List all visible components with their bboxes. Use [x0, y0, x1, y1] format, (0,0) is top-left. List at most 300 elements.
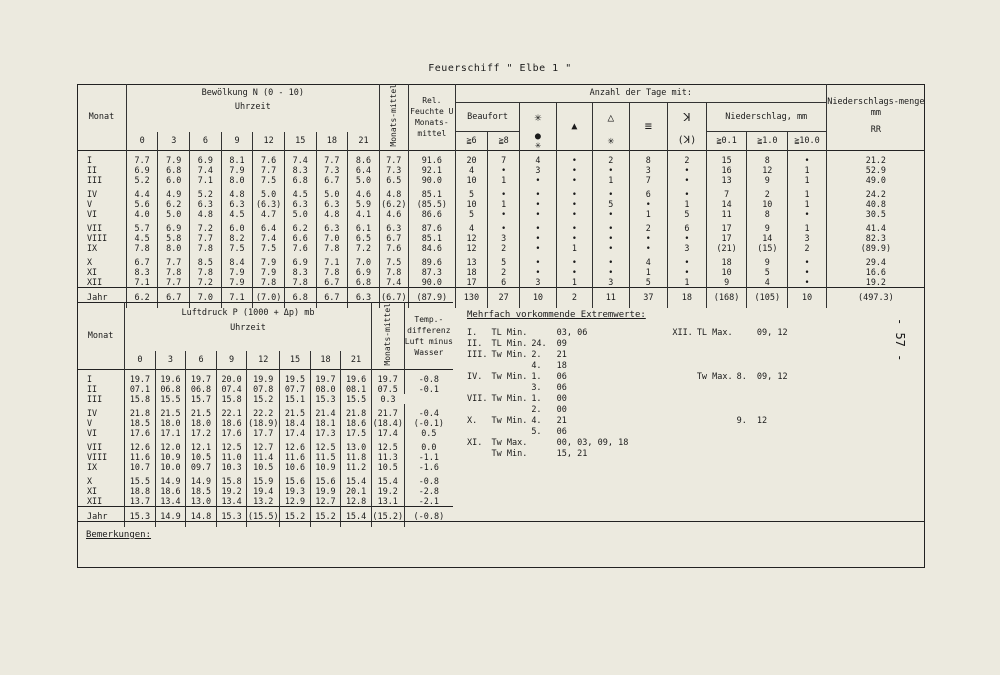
- header-niederschlagsmenge: Niederschlags-menge mm RR: [826, 84, 925, 150]
- cell-value: 9: [706, 277, 747, 288]
- hour-0: 0: [126, 132, 158, 151]
- cell-value: 3: [520, 277, 556, 288]
- cell-value: 15.8: [216, 472, 247, 486]
- cell-value: 19.2: [216, 486, 247, 496]
- cell-value: 49.0: [826, 175, 925, 185]
- cell-value: 4: [747, 277, 788, 288]
- cell-value: 12: [747, 165, 788, 175]
- cell-value: 5.0: [158, 209, 190, 219]
- extreme-cell: 4.: [531, 416, 542, 426]
- cell-value: 5.0: [348, 175, 380, 185]
- cell-value: 8.3: [284, 267, 316, 277]
- cell-value: 19.4: [247, 486, 280, 496]
- cell-value: 40.8: [826, 199, 925, 209]
- cell-value: 89.6: [408, 253, 455, 267]
- table-row: [77, 384, 453, 394]
- header-niederschlag: Niederschlag, mm: [706, 102, 826, 132]
- cell-value: 5.9: [348, 199, 380, 209]
- cell-value: 6.7: [316, 277, 348, 288]
- cell-value: 17.6: [216, 428, 247, 438]
- cell-value: 0.0: [404, 438, 453, 452]
- extreme-list-right: [672, 328, 791, 460]
- extreme-row: [467, 416, 632, 427]
- cell-value: 10.5: [371, 462, 404, 472]
- cell-value: (89.9): [826, 243, 925, 253]
- cell-value: 12.7: [247, 438, 280, 452]
- cell-value: 6.3: [316, 219, 348, 233]
- cell-value: 4.6: [348, 185, 380, 199]
- fog-icon: ≡: [629, 102, 668, 150]
- cell-value: 6: [668, 219, 707, 233]
- cell-value: 4.9: [158, 185, 190, 199]
- cell-value: 7.3: [379, 165, 408, 175]
- cell-value: 19.7: [125, 369, 156, 384]
- extreme-row: [672, 328, 791, 372]
- cell-value: 17.7: [247, 428, 280, 438]
- cell-value: 29.4: [826, 253, 925, 267]
- cell-value: 08.1: [341, 384, 372, 394]
- extreme-cell: 06: [556, 383, 567, 393]
- year-value: (15.2): [371, 506, 404, 527]
- cell-value: 4: [455, 165, 487, 175]
- cell-value: 21.2: [826, 150, 925, 165]
- extreme-cell: [531, 328, 550, 339]
- extreme-cell: [491, 383, 531, 394]
- cell-value: 7.1: [126, 277, 158, 288]
- cell-value: 6.2: [158, 199, 190, 209]
- cell-value: •: [556, 165, 592, 175]
- cell-value: 14: [747, 233, 788, 243]
- cell-value: 13.0: [186, 496, 217, 507]
- cell-value: 21.5: [155, 404, 186, 418]
- month-label: II: [87, 164, 98, 175]
- extreme-cell: 00: [556, 394, 567, 404]
- cell-value: •: [668, 165, 707, 175]
- extreme-cell: [491, 405, 531, 416]
- cell-value: 8.3: [284, 165, 316, 175]
- cell-value: 18.6: [155, 486, 186, 496]
- year-value: 27: [488, 287, 520, 308]
- extreme-cell: 1.: [531, 394, 542, 404]
- cell-value: 19.6: [155, 369, 186, 384]
- cell-value: 18.0: [186, 418, 217, 428]
- year-value: 7.1: [221, 287, 253, 308]
- extreme-list-left: [467, 328, 632, 460]
- year-value: 15.2: [310, 506, 341, 527]
- cell-value: 15.6: [280, 472, 311, 486]
- cell-value: 3: [629, 165, 668, 175]
- extreme-row: [467, 372, 632, 383]
- cell-value: 14.9: [155, 472, 186, 486]
- cell-value: 7.2: [190, 219, 222, 233]
- extreme-cell: 4.: [531, 361, 542, 371]
- cell-value: 4.5: [221, 209, 253, 219]
- cell-value: 6.3: [221, 199, 253, 209]
- extreme-cell: I.: [467, 328, 478, 338]
- extreme-cell: 2.: [531, 350, 542, 360]
- snow-small-icon: ✳: [593, 132, 629, 151]
- month-label: I: [77, 150, 126, 165]
- year-value: 2: [556, 287, 592, 308]
- header-luftdruck: Luftdruck P (1000 + Δp) mb: [125, 303, 372, 324]
- cell-value: •: [556, 199, 592, 209]
- cell-value: 1: [629, 267, 668, 277]
- header-anzahl: Anzahl der Tage mit:: [455, 84, 826, 102]
- cell-value: -1.6: [404, 462, 453, 472]
- extreme-title: Mehrfach vorkommende Extremwerte:: [467, 310, 646, 320]
- cell-value: •: [593, 233, 629, 243]
- cell-value: 7.8: [253, 277, 285, 288]
- cell-value: 5: [629, 277, 668, 288]
- cell-value: 6.3: [379, 219, 408, 233]
- extreme-cell: 21: [556, 416, 567, 426]
- cell-value: -1.1: [404, 452, 453, 462]
- month-label: VII: [87, 222, 103, 233]
- cell-value: -2.1: [404, 496, 453, 507]
- month-label: III: [87, 174, 103, 185]
- hour-12: 12: [247, 351, 280, 369]
- cell-value: 7.2: [348, 243, 380, 253]
- cell-value: 21.5: [186, 404, 217, 418]
- cell-value: 12.5: [371, 438, 404, 452]
- extreme-cell: [467, 449, 491, 460]
- cell-value: 07.7: [280, 384, 311, 394]
- year-value: 6.7: [158, 287, 190, 308]
- cell-value: 7.7: [190, 233, 222, 243]
- month-label: XI: [87, 266, 98, 277]
- cell-value: 11.6: [280, 452, 311, 462]
- extreme-row: [672, 416, 791, 460]
- cell-value: •: [668, 185, 707, 199]
- extreme-cell: [531, 438, 550, 449]
- cell-value: 19.9: [247, 369, 280, 384]
- cell-value: 6.6: [284, 233, 316, 243]
- table-row: [77, 150, 925, 165]
- table-row: [77, 209, 925, 219]
- header-uhrzeit-2: Uhrzeit: [125, 323, 372, 351]
- cell-value: 21.5: [280, 404, 311, 418]
- cell-value: 11: [706, 209, 747, 219]
- cell-value: 11.3: [371, 452, 404, 462]
- cell-value: 16: [706, 165, 747, 175]
- cell-value: 15.2: [247, 394, 280, 404]
- cell-value: •: [488, 185, 520, 199]
- cell-value: 18.1: [310, 418, 341, 428]
- extreme-cell: 2.: [531, 405, 542, 415]
- cell-value: 19.7: [186, 369, 217, 384]
- cell-value: •: [488, 165, 520, 175]
- cell-value: 8.3: [126, 267, 158, 277]
- cell-value: 7.7: [126, 150, 158, 165]
- cell-value: 7.8: [316, 267, 348, 277]
- cell-value: 12.6: [280, 438, 311, 452]
- year-value: (168): [706, 287, 747, 308]
- cell-value: 84.6: [408, 243, 455, 253]
- extreme-cell: 00, 03, 09, 18: [556, 438, 629, 448]
- table-row: [77, 452, 453, 462]
- cell-value: 6.4: [253, 219, 285, 233]
- header-bewoelkung: Bewölkung N (0 - 10): [126, 84, 379, 102]
- extreme-cell: [467, 361, 491, 372]
- cell-value: 7.8: [316, 243, 348, 253]
- cell-value: 8.2: [221, 233, 253, 243]
- extreme-cell: 09, 12: [756, 372, 788, 382]
- cell-value: 15.8: [216, 394, 247, 404]
- extreme-cell: [672, 416, 696, 460]
- extreme-cell: Tw Max.: [696, 372, 733, 382]
- year-value: 10: [788, 287, 827, 308]
- cell-value: 4: [520, 150, 556, 165]
- extreme-cell: II.: [467, 339, 483, 349]
- cell-value: 1: [788, 175, 827, 185]
- cell-value: •: [520, 209, 556, 219]
- cell-value: 15: [706, 150, 747, 165]
- month-label: V: [87, 417, 93, 428]
- cell-value: 7.8: [126, 243, 158, 253]
- cell-value: -0.8: [404, 472, 453, 486]
- cell-value: 4.5: [284, 185, 316, 199]
- extreme-row: [672, 372, 791, 416]
- cell-value: (6.2): [381, 198, 407, 209]
- extreme-cell: [531, 449, 550, 460]
- cell-value: 7.8: [158, 267, 190, 277]
- cell-value: 1: [556, 277, 592, 288]
- extreme-cell: [467, 405, 491, 416]
- extreme-cell: 15, 21: [556, 449, 588, 459]
- cell-value: 10: [706, 267, 747, 277]
- cell-value: •: [788, 209, 827, 219]
- cell-value: 7.2: [190, 277, 222, 288]
- cell-value: 6.7: [316, 175, 348, 185]
- extreme-row: [467, 383, 632, 394]
- extreme-cell: 8.: [736, 372, 747, 382]
- cell-value: •: [593, 253, 629, 267]
- cell-value: 7.0: [316, 233, 348, 243]
- cell-value: 7.9: [221, 277, 253, 288]
- extreme-cell: 03, 06: [556, 328, 588, 338]
- cell-value: (85.5): [408, 199, 455, 209]
- cell-value: 7: [488, 150, 520, 165]
- cell-value: 4.5: [126, 233, 158, 243]
- cell-value: •: [593, 185, 629, 199]
- cell-value: -0.1: [404, 384, 453, 394]
- extreme-cell: Tw Min.: [491, 350, 528, 360]
- cell-value: •: [520, 175, 556, 185]
- bemerkungen-label: Bemerkungen:: [86, 530, 152, 540]
- cell-value: 20.1: [341, 486, 372, 496]
- cell-value: 13.4: [216, 496, 247, 507]
- cell-value: 07.8: [247, 384, 280, 394]
- cell-value: 7.8: [190, 267, 222, 277]
- cell-value: 7.4: [379, 277, 408, 288]
- thunder-icon: ꓘ: [668, 102, 707, 132]
- year-value: 37: [629, 287, 668, 308]
- cell-value: 4: [455, 219, 487, 233]
- cell-value: -2.8: [404, 486, 453, 496]
- cell-value: 6.5: [379, 175, 408, 185]
- cell-value: 7.8: [379, 267, 408, 277]
- cell-value: 20: [455, 150, 487, 165]
- cell-value: 6: [488, 277, 520, 288]
- cell-value: 3: [788, 233, 827, 243]
- year-value: (87.9): [408, 287, 455, 308]
- extreme-cell: Tw Max.: [491, 438, 528, 448]
- cell-value: 5: [455, 209, 487, 219]
- cell-value: 87.3: [408, 267, 455, 277]
- cell-value: 7.5: [379, 253, 408, 267]
- cell-value: 1: [488, 175, 520, 185]
- extreme-cell: [491, 427, 531, 438]
- year-value: (105): [747, 287, 788, 308]
- cell-value: 2: [668, 150, 707, 165]
- cell-value: 2: [488, 267, 520, 277]
- cell-value: 18.6: [341, 418, 372, 428]
- cell-value: 6: [629, 185, 668, 199]
- extreme-cell: 9.: [736, 416, 747, 426]
- extreme-cell: Tw Min.: [491, 416, 528, 426]
- cell-value: 15.5: [155, 394, 186, 404]
- cell-value: 4: [629, 253, 668, 267]
- table-row: [77, 496, 453, 507]
- month-label: IV: [87, 188, 98, 199]
- cell-value: 14: [706, 199, 747, 209]
- cell-value: (6.3): [253, 199, 285, 209]
- cell-value: •: [556, 253, 592, 267]
- hour-18: 18: [310, 351, 341, 369]
- cell-value: 12.9: [280, 496, 311, 507]
- cell-value: 8.0: [158, 243, 190, 253]
- hour-12: 12: [253, 132, 285, 151]
- cell-value: 5: [488, 253, 520, 267]
- cell-value: 15.8: [125, 394, 156, 404]
- cell-value: 10: [747, 199, 788, 209]
- extreme-cell: TL Min.: [491, 328, 528, 338]
- extreme-cell: IV.: [467, 372, 483, 382]
- cell-value: 17: [455, 277, 487, 288]
- month-label: I: [77, 369, 125, 384]
- cell-value: (21): [706, 243, 747, 253]
- cell-value: 7.5: [221, 243, 253, 253]
- cell-value: 20.0: [216, 369, 247, 384]
- cell-value: 07.1: [125, 384, 156, 394]
- cell-value: 7.4: [253, 233, 285, 243]
- extreme-cell: Tw Min.: [491, 372, 528, 382]
- extreme-cell: 1.: [531, 372, 542, 382]
- cell-value: 6.0: [221, 219, 253, 233]
- cell-value: 18.0: [155, 418, 186, 428]
- cell-value: 2: [747, 185, 788, 199]
- cell-value: 10.6: [280, 462, 311, 472]
- cell-value: 08.0: [310, 384, 341, 394]
- extreme-row: [467, 350, 632, 361]
- cell-value: 7.9: [158, 150, 190, 165]
- cell-value: 7.1: [190, 175, 222, 185]
- cell-value: •: [520, 185, 556, 199]
- cell-value: 6.0: [158, 175, 190, 185]
- cell-value: •: [593, 209, 629, 219]
- cell-value: 7.0: [348, 253, 380, 267]
- cell-value: •: [788, 267, 827, 277]
- cell-value: 17.5: [341, 428, 372, 438]
- year-value: 10: [520, 287, 556, 308]
- cell-value: 7.7: [158, 277, 190, 288]
- cell-value: 0.3: [371, 394, 404, 404]
- year-value: 15.3: [216, 506, 247, 527]
- cell-value: 12.0: [155, 438, 186, 452]
- cell-value: 5: [668, 209, 707, 219]
- hour-21: 21: [341, 351, 372, 369]
- cell-value: 1: [556, 243, 592, 253]
- weather-table-top: [77, 84, 925, 308]
- table-row: [77, 438, 453, 452]
- cell-value: 82.3: [826, 233, 925, 243]
- year-value: 130: [455, 287, 487, 308]
- cell-value: 07.5: [371, 384, 404, 394]
- cell-value: 10.9: [155, 452, 186, 462]
- table-row: [77, 185, 925, 199]
- year-value: 6.2: [126, 287, 158, 308]
- extreme-cell: 5.: [531, 427, 542, 437]
- hour-21: 21: [348, 132, 380, 151]
- cell-value: 91.6: [408, 150, 455, 165]
- beaufort-8: ≧8: [488, 132, 520, 151]
- cell-value: 1: [788, 219, 827, 233]
- extreme-cell: III.: [467, 350, 488, 360]
- month-label: VIII: [87, 232, 108, 243]
- table-row: [77, 243, 925, 253]
- month-label: VI: [87, 208, 98, 219]
- cell-value: 13.7: [125, 496, 156, 507]
- cell-value: 92.1: [408, 165, 455, 175]
- year-value: 6.8: [284, 287, 316, 308]
- cell-value: 12.5: [216, 438, 247, 452]
- year-value: (6.7): [379, 287, 408, 308]
- cell-value: 6.5: [348, 233, 380, 243]
- rain-snow-icon: ● ✳: [520, 132, 556, 151]
- cell-value: 7.7: [253, 165, 285, 175]
- cell-value: 8: [629, 150, 668, 165]
- cell-value: 5.0: [284, 209, 316, 219]
- niederschlag-10: ≧1.0: [747, 132, 788, 151]
- cell-value: 10: [455, 175, 487, 185]
- cell-value: •: [556, 219, 592, 233]
- extreme-cell: 3.: [531, 383, 542, 393]
- cell-value: 12.5: [310, 438, 341, 452]
- cell-value: 19.7: [371, 369, 404, 384]
- header-tempdiff: Temp.- differenz Luft minus Wasser: [404, 303, 453, 370]
- cell-value: •: [629, 199, 668, 209]
- cell-value: 6.7: [126, 253, 158, 267]
- extreme-values: [467, 310, 792, 460]
- cell-value: 90.0: [408, 175, 455, 185]
- cell-value: 4.7: [253, 209, 285, 219]
- month-label: X: [87, 256, 93, 267]
- cell-value: •: [488, 219, 520, 233]
- cell-value: 21.7: [371, 404, 404, 418]
- cell-value: 4.8: [379, 185, 408, 199]
- cell-value: •: [520, 219, 556, 233]
- header-beaufort: Beaufort: [455, 102, 519, 132]
- cell-value: •: [556, 267, 592, 277]
- cell-value: 17.1: [155, 428, 186, 438]
- extreme-cell: [697, 416, 737, 460]
- cell-value: 21.8: [341, 404, 372, 418]
- cell-value: •: [556, 209, 592, 219]
- cell-value: 19.9: [310, 486, 341, 496]
- cell-value: (18.4): [372, 417, 403, 428]
- hour-9: 9: [221, 132, 253, 151]
- cell-value: •: [788, 150, 827, 165]
